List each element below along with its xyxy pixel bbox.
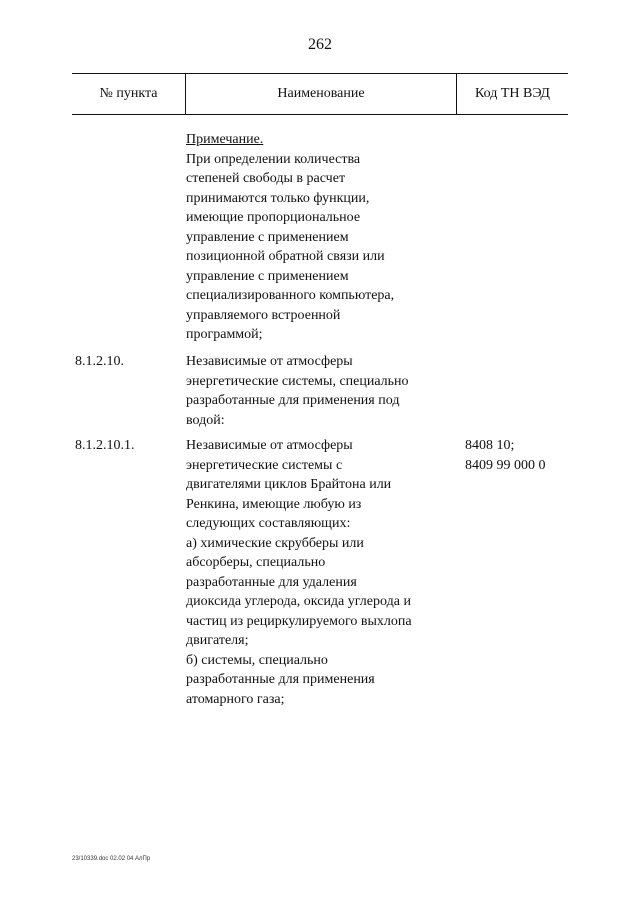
item-name-line: Независимые от атмосферы <box>186 438 353 453</box>
item-name <box>186 436 458 709</box>
item-name-line: а) химические скрубберы или <box>186 535 364 551</box>
item-name-line: Ренкина, имеющие любую из <box>186 496 362 512</box>
item-code <box>465 436 585 475</box>
item-name-line: Независимые от атмосферы <box>186 354 353 369</box>
footer-file-reference: 23/10339.doc 02.02 04 АлПр <box>72 856 151 862</box>
item-name <box>186 352 458 430</box>
note-line: позиционной обратной связи или <box>186 249 385 264</box>
item-name-line: энергетические системы, специально <box>186 373 409 389</box>
item-name-line: двигателя; <box>186 633 249 648</box>
item-name-line: б) системы, специально <box>186 652 328 668</box>
note-title: Примечание. <box>186 132 264 147</box>
header-col-name: Наименование <box>185 74 457 114</box>
table-header <box>72 73 568 115</box>
item-name-line: водой: <box>186 412 225 428</box>
item-name-line: двигателями циклов Брайтона или <box>186 477 392 492</box>
note-line: принимаются только функции, <box>186 190 370 206</box>
note-line: специализированного компьютера, <box>186 288 395 303</box>
item-number: 8.1.2.10.1. <box>75 438 135 453</box>
note-block <box>186 130 458 345</box>
item-name-line: частиц из рециркулируемого выхлопа <box>186 613 412 629</box>
header-col-number: № пункта <box>99 86 158 101</box>
note-line: степеней свободы в расчет <box>186 171 346 186</box>
note-line: имеющие пропорциональное <box>186 210 361 225</box>
note-line: управление с применением <box>186 268 349 284</box>
item-number: 8.1.2.10. <box>75 354 124 369</box>
item-code-line: 8408 10; <box>465 438 515 453</box>
item-code-line: 8409 99 000 0 <box>465 457 546 473</box>
item-name-line: разработанные для удаления <box>186 574 357 590</box>
item-name-line: атомарного газа; <box>186 691 285 707</box>
note-line: программой; <box>186 327 263 342</box>
item-name-line: абсорберы, специально <box>186 555 326 570</box>
item-name-line: разработанные для применения <box>186 672 375 687</box>
item-name-line: разработанные для применения под <box>186 393 400 408</box>
page-number: 262 <box>308 36 332 53</box>
item-name-line: диоксида углерода, оксида углерода и <box>186 594 411 609</box>
item-name-line: энергетические системы с <box>186 457 343 473</box>
note-line: При определении количества <box>186 151 361 167</box>
note-line: управление с применением <box>186 229 349 245</box>
header-col-code: Код ТН ВЭД <box>475 86 550 101</box>
note-line: управляемого встроенной <box>186 307 341 323</box>
item-name-line: следующих составляющих: <box>186 516 351 531</box>
